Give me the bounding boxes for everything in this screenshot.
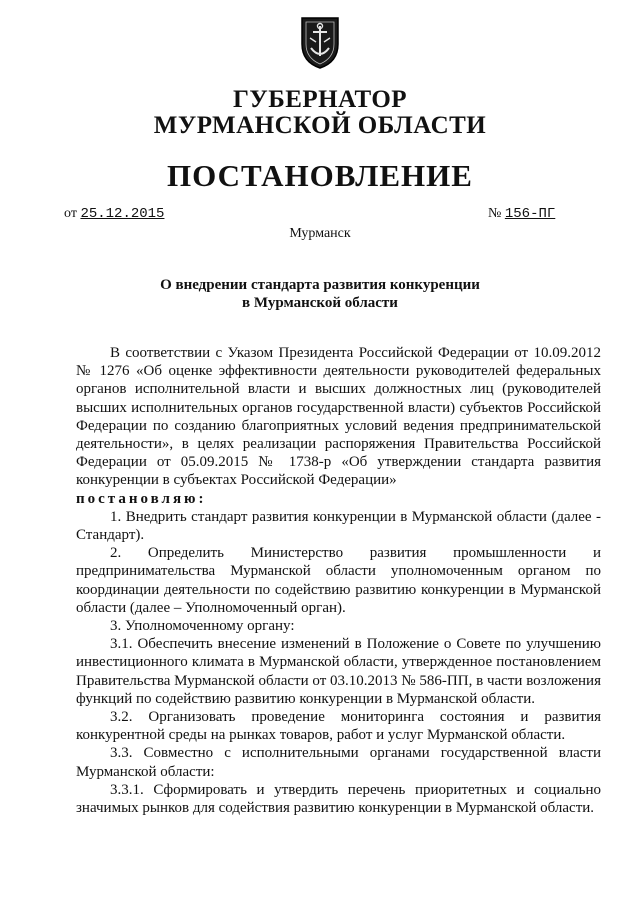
title-line-2: в Мурманской области xyxy=(242,295,398,311)
coat-of-arms-icon xyxy=(298,14,342,70)
document-number xyxy=(488,206,555,222)
date-value: 25.12.2015 xyxy=(80,206,165,222)
preamble-paragraph: В соответствии с Указом Президента Российской Федерации от 10.09.2012 № 1276 «Об оценке эффективности деятельности руководителей федеральных органов исполнительной власти и высших должностных лиц (руководителей высших исполнительных органов государственной власти) субъектов Российской Федерации по созданию благоприятных условий ведения предпринимательской деятельности», в целях реализации распоряжения Правительства Российской Федерации от 05.09.2015 № 1738-р «Об утверждении стандарта развития конкуренции в субъектах Российской Федерации» xyxy=(76,345,601,489)
number-prefix: № xyxy=(488,206,502,221)
city-name: Мурманск xyxy=(289,226,351,241)
governor-title: ГУБЕРНАТОР xyxy=(232,86,408,113)
clause-3-1: 3.1. Обеспечить внесение изменений в Положение о Совете по улучшению инвестиционного климата в Мурманской области, утвержденное постановлением Правительства Мурманской области от 03.10.2013 № 586-ПП, в части возложения функций по содействию развитию конкуренции в Мурманской области. xyxy=(76,636,601,707)
document-type-heading: ПОСТАНОВЛЕНИЕ xyxy=(167,158,473,193)
number-value: 156-ПГ xyxy=(504,206,556,222)
region-title: МУРМАНСКОЙ ОБЛАСТИ xyxy=(153,112,487,139)
document-date xyxy=(64,206,164,222)
clause-3-2: 3.2. Организовать проведение мониторинга состояния и развития конкурентной среды на рынках товаров, работ и услуг Мурманской области. xyxy=(76,709,601,744)
clause-3-3-1: 3.3.1. Сформировать и утвердить перечень приоритетных и социально значимых рынков для содействия развитию конкуренции в Мурманской области. xyxy=(76,781,601,817)
clause-3-3: 3.3. Совместно с исполнительными органами государственной власти Мурманской области: xyxy=(76,745,601,780)
decree-word: постановляю: xyxy=(76,490,207,507)
document-title xyxy=(0,276,640,312)
decree-word-paragraph xyxy=(76,490,601,508)
date-prefix: от xyxy=(64,206,77,221)
title-line-1: О внедрении стандарта развития конкуренции xyxy=(160,277,480,293)
clause-3: 3. Уполномоченному органу: xyxy=(110,618,295,635)
document-body xyxy=(76,344,601,817)
clause-2: 2. Определить Министерство развития промышленности и предпринимательства Мурманской области уполномоченным органом по координации деятельности по содействию развитию конкуренции в Мурманской области (далее – Уполномоченный орган). xyxy=(76,545,601,616)
clause-1: 1. Внедрить стандарт развития конкуренции в Мурманской области (далее - Стандарт). xyxy=(76,508,601,544)
